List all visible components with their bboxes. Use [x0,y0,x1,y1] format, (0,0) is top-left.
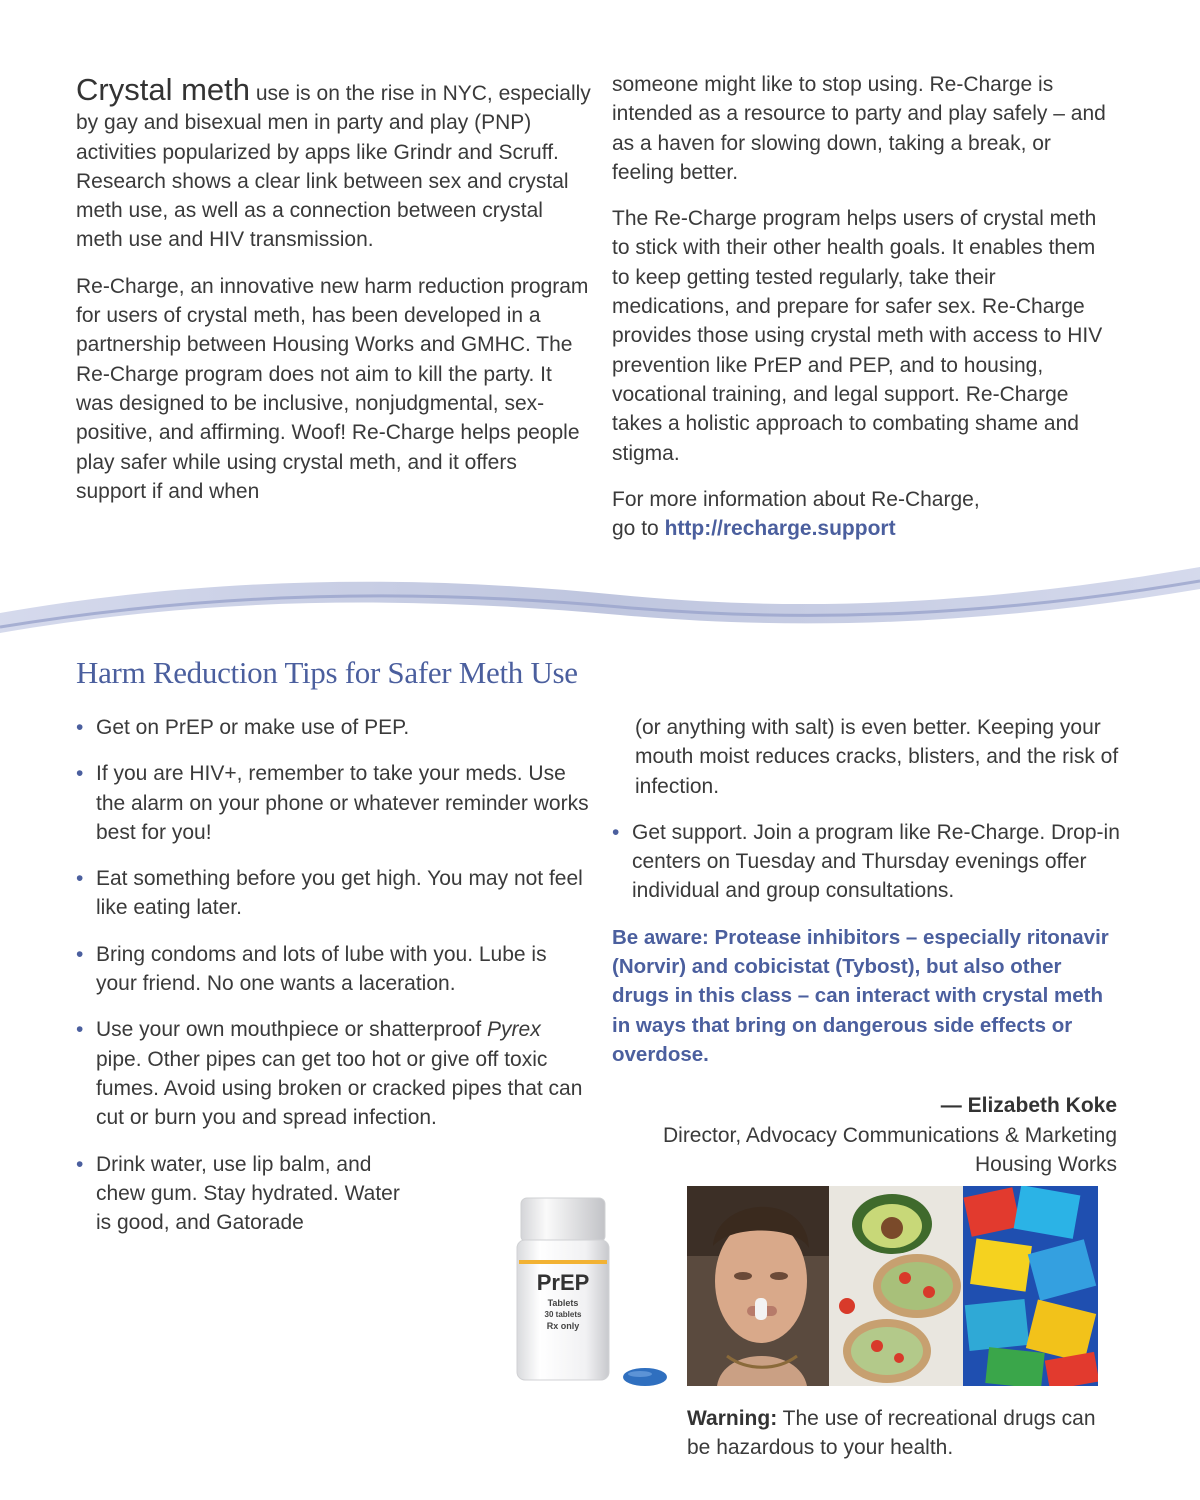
bottle-cap [521,1198,605,1242]
bullet-icon: • [76,716,84,739]
collage-graphic [687,1186,1098,1386]
tip-text-a: Use your own mouthpiece or shatterproof [96,1018,488,1042]
intro-paragraph-1-text: use is on the rise in NYC, especially by gay and bisexual men in party and play (PNP) activities popularized by apps like Grindr and Scruff. Research shows a clear link between sex and crystal meth use, as well as a connection between crystal meth use and HIV transmission. [76,82,591,252]
bullet-icon: • [76,762,84,786]
lead-phrase: Crystal meth [76,72,250,107]
photo-collage [687,1186,1098,1386]
wave-line [0,581,1200,627]
bottle-line-1: Tablets [547,1298,579,1308]
tip-text: If you are HIV+, remember to take your meds. Use the alarm on your phone or whatever reminder works best for you! [96,762,589,844]
condom-packets-photo [963,1186,1098,1386]
signature-title: Director, Advocacy Communications & Marketing [662,1123,1117,1147]
bullet-icon: • [76,1152,84,1176]
wave-divider [0,555,1200,645]
intro-paragraph-1 [76,72,591,255]
tip-item [76,1150,406,1238]
aware-callout: Be aware: Protease inhibitors – especially ritonavir (Norvir) and cobicistat (Tybost), but also other drugs in this class – can interact with crystal meth in ways that bring on dangerous side effects or overdose. [612,925,1109,1066]
signature-org: Housing Works [975,1152,1117,1176]
bottle-line-3: Rx only [546,1321,580,1331]
tip-text: Get support. Join a program like Re-Charge. Drop-in centers on Tuesday and Thursday evenings offer individual and group consultations. [632,820,1120,903]
avocado-toast-photo [829,1186,963,1386]
intro-left-column [76,72,591,506]
tip-item [76,759,591,847]
pill-highlight [628,1371,652,1377]
prep-bottle-image [505,1190,685,1390]
tip-text: Bring condoms and lots of lube with you. Lube is your friend. No one wants a laceration. [96,942,547,996]
tips-left-column [76,713,591,1254]
man-lip-balm-photo [687,1186,829,1386]
bullet-icon: • [76,1018,84,1042]
tip-item [76,713,591,742]
tip-item [76,940,591,999]
more-info-line: For more information about Re-Charge, [612,487,980,511]
pyrex-emphasis: Pyrex [487,1018,541,1042]
wave-band [0,567,1200,633]
warning-label: Warning: [687,1407,778,1430]
tip-item [612,818,1122,906]
label-stripe [519,1260,607,1264]
warning-caption [687,1404,1107,1463]
tips-list [76,713,591,1237]
tips-list-right [612,818,1122,906]
tips-heading: Harm Reduction Tips for Safer Meth Use [76,655,578,690]
tip-item [76,864,591,923]
tip-continued: (or anything with salt) is even better. Keeping your mouth moist reduces cracks, blisters, and the risk of infection. [635,716,1119,798]
bullet-icon: • [76,942,84,966]
warning-text: The use of recreational drugs can be hazardous to your health. [687,1407,1096,1460]
intro-paragraph-3: The Re-Charge program helps users of crystal meth to stick with their other health goals. It enables them to keep getting tested regularly, take their medications, and prepare for safer sex. Re-Charge provides those using crystal meth with access to HIV prevention like PrEP and PEP, and to housing, vocational training, and legal support. Re-Charge takes a holistic approach to combating shame and stigma. [612,207,1103,465]
bullet-icon: • [76,867,84,891]
signature-block [612,1091,1117,1179]
goto-text: go to [612,517,659,541]
link-line [612,514,1112,543]
signature-name: — Elizabeth Koke [940,1094,1117,1118]
tip-text: Drink water, use lip balm, and chew gum. Stay hydrated. Water is good, and Gatorade [96,1152,400,1235]
pill-icon [623,1368,667,1386]
intro-right-column [612,70,1112,543]
tip-item [76,1015,591,1132]
tips-right-column [612,713,1122,1179]
tip-text-b: pipe. Other pipes can get too hot or give off toxic fumes. Avoid using broken or cracked pipes that can cut or burn you and spread infection. [96,1047,583,1130]
bottle-label: PrEP [536,1270,590,1295]
bottle-line-2: 30 tablets [544,1310,582,1319]
tip-text: Eat something before you get high. You may not feel like eating later. [96,867,583,920]
tip-text: Get on PrEP or make use of PEP. [96,716,410,739]
bullet-icon: • [612,820,620,844]
intro-paragraph-2-continued: someone might like to stop using. Re-Charge is intended as a resource to party and play safely – and as a haven for slowing down, taking a break, or feeling better. [612,73,1106,184]
recharge-link[interactable]: http://recharge.support [664,517,896,541]
intro-paragraph-2: Re-Charge, an innovative new harm reduction program for users of crystal meth, has been developed in a partnership between Housing Works and GMHC. The Re-Charge program does not aim to kill the party. It was designed to be inclusive, nonjudgmental, sex-positive, and affirming. Woof! Re-Charge helps people play safer while using crystal meth, and it offers support if and when [76,274,589,503]
